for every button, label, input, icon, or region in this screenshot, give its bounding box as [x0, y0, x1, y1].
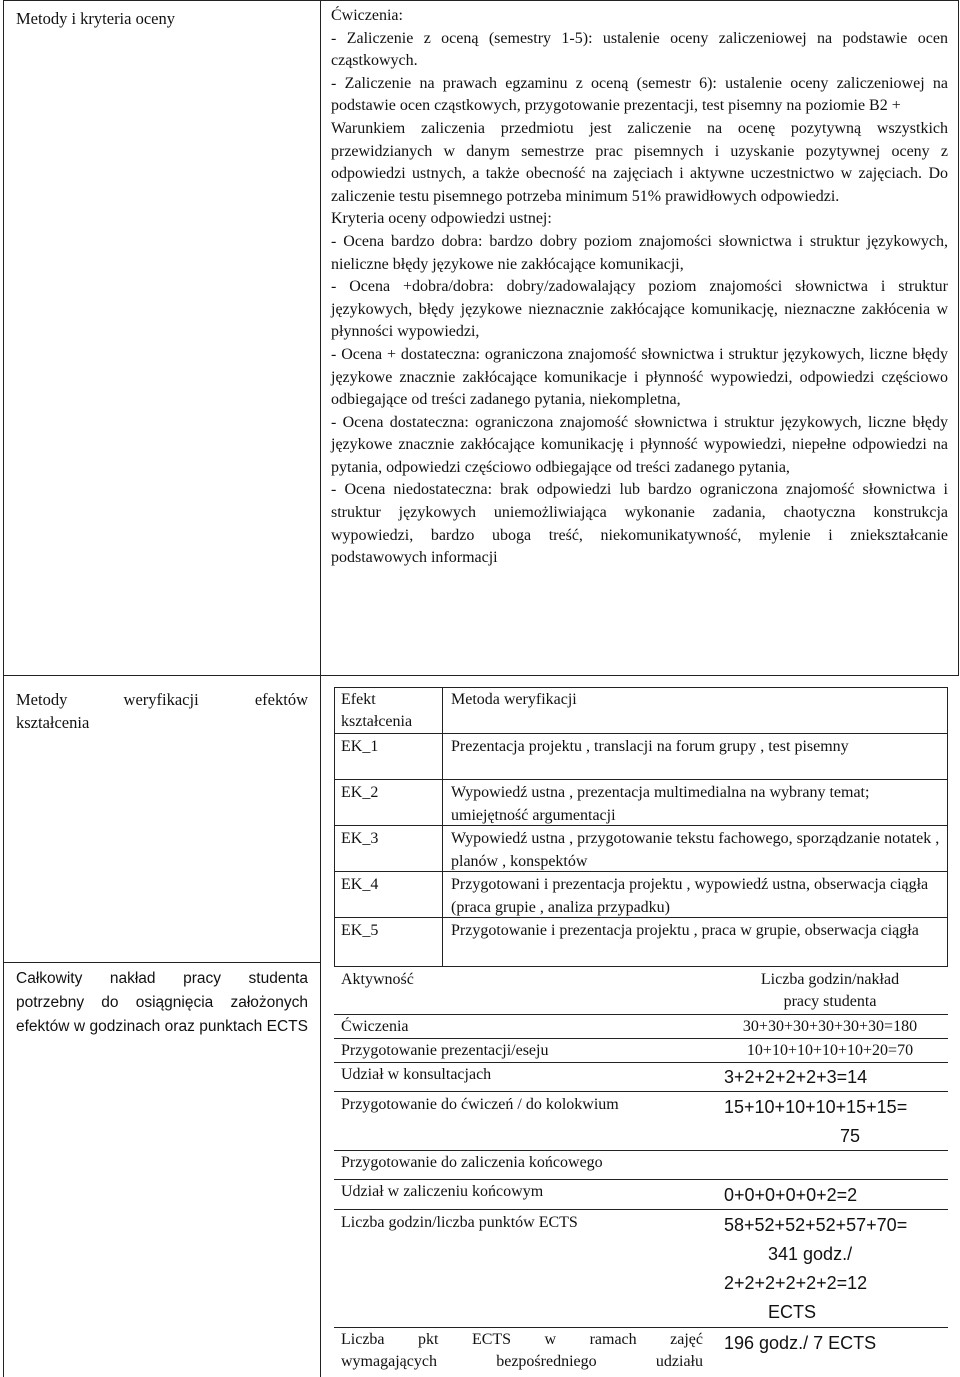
hours-ects-direct: 196 godz./ 7 ECTS — [724, 1333, 877, 1353]
criteria-paragraph-9: - Ocena niedostateczna: brak odpowiedzi lub bardzo ograniczona znajomość słownictwa i struktur językowych uniemożliwiająca wykonanie zadania, chaotyczna konstrukcja wypowiedzi, bardzo uboga treść, niekomunikatywność, mylenie i zniekształcanie podstawowych informacji — [331, 481, 948, 567]
hours-exercise-prep-line2: 75 — [840, 1126, 861, 1146]
col-method-header: Metoda weryfikacji — [451, 691, 577, 708]
efekt-method-2: Wypowiedź ustna , prezentacja multimedialna na wybrany temat; umiejętność argumentacji — [451, 784, 870, 824]
activity-final-prep: Przygotowanie do zaliczenia końcowego — [341, 1154, 603, 1171]
workload-label: Całkowity nakład pracy studenta potrzebny do osiągnięcia założonych efektów w godzinach oraz punktach ECTS — [16, 970, 308, 1035]
hours-total-line3: 2+2+2+2+2+2=12 — [724, 1273, 868, 1293]
criteria-paragraph-2: - Zaliczenie na prawach egzaminu z oceną (semestr 6): ustalenie oceny zaliczeniowej na podstawie ocen cząstkowych, przygotowanie prezentacji, test pisemny na poziomie B2 + — [331, 74, 948, 115]
activity-ects-direct-line2: wymagających bezpośredniego udziału — [341, 1353, 703, 1370]
hours-total-line2: 341 godz./ — [768, 1244, 853, 1264]
activity-total: Liczba godzin/liczba punktów ECTS — [341, 1214, 578, 1231]
criteria-paragraph-8: - Ocena dostateczna: ograniczona znajomość słownictwa i struktur językowych, liczne błędy językowe znacznie zakłócające komunikację i płynność wypowiedzi, niepełne odpowiedzi na pytania, odpowiedzi częściowo odbiegające od treści zadanego pytania, — [331, 413, 948, 476]
col-activity-header: Aktywność — [341, 971, 414, 988]
hours-final-participation: 0+0+0+0+0+2=2 — [724, 1185, 858, 1205]
verification-label-line2: kształcenia — [16, 713, 90, 732]
criteria-heading: Ćwiczenia: — [331, 7, 403, 24]
row-divider — [3, 675, 959, 676]
verification-label-line1: Metody weryfikacji efektów — [16, 690, 308, 709]
activity-exercise-prep: Przygotowanie do ćwiczeń / do kolokwium — [341, 1096, 619, 1113]
hours-total-line4: ECTS — [768, 1302, 817, 1322]
activity-consultations: Udział w konsultacjach — [341, 1066, 492, 1083]
col-hours-header-line1: Liczba godzin/nakład — [760, 971, 900, 988]
efekt-id-2: EK_2 — [341, 784, 379, 801]
table-border-left — [3, 0, 4, 1377]
criteria-text — [331, 5, 948, 570]
efekt-method-1: Prezentacja projektu , translacji na forum grupy , test pisemny — [451, 738, 849, 755]
hours-presentation-prep: 10+10+10+10+10+20=70 — [746, 1042, 914, 1059]
criteria-paragraph-6: - Ocena +dobra/dobra: dobry/zadowalający poziom znajomości słownictwa i struktur językowych, błędy językowe nieznacznie zakłócające komunikację, nieznaczne zakłócenia w płynności wypowiedzi, — [331, 278, 948, 341]
efekt-id-1: EK_1 — [341, 738, 379, 755]
criteria-paragraph-1: - Zaliczenie z oceną (semestry 1-5): ustalenie oceny zaliczeniowej na podstawie ocen cząstkowych. — [331, 29, 948, 70]
criteria-paragraph-5: - Ocena bardzo dobra: bardzo dobry poziom znajomości słownictwa i struktur językowych, nieliczne błędy językowe nie zakłócające komunikacji, — [331, 232, 948, 273]
hours-total-line1: 58+52+52+52+57+70= — [724, 1215, 908, 1235]
table-border-top — [3, 0, 958, 1]
hours-exercise-prep-line1: 15+10+10+10+15+15= — [724, 1097, 908, 1117]
col-efekt-header-line2: kształcenia — [341, 713, 413, 730]
activity-final-participation: Udział w zaliczeniu końcowym — [341, 1183, 544, 1200]
efekt-id-3: EK_3 — [341, 830, 379, 847]
efekt-method-3: Wypowiedź ustna , przygotowanie tekstu fachowego, sporządzanie notatek , planów , konspektów — [451, 830, 940, 870]
methods-label: Metody i kryteria oceny — [16, 9, 175, 28]
efekt-method-4: Przygotowani i prezentacja projektu , wypowiedź ustna, obserwacja ciągła (praca grupie , analiza przypadku) — [451, 876, 929, 916]
activity-presentation-prep: Przygotowanie prezentacji/eseju — [341, 1042, 549, 1059]
table-border-right — [958, 0, 959, 675]
row-divider-lower — [3, 962, 321, 963]
efekt-id-5: EK_5 — [341, 922, 379, 939]
hours-exercises: 30+30+30+30+30+30=180 — [742, 1018, 918, 1035]
activity-ects-direct-line1: Liczba pkt ECTS w ramach zajęć — [341, 1331, 703, 1348]
criteria-paragraph-4: Kryteria oceny odpowiedzi ustnej: — [331, 210, 552, 228]
col-efekt-header-line1: Efekt — [341, 691, 376, 708]
hours-consultations: 3+2+2+2+2+3=14 — [724, 1067, 868, 1087]
col-hours-header-line2: pracy studenta — [783, 993, 877, 1010]
criteria-paragraph-3: Warunkiem zaliczenia przedmiotu jest zaliczenie na ocenę pozytywną wszystkich przewidzianych w danym semestrze prac pisemnych i uzyskanie pozytywnej oceny z odpowiedzi ustnych, a także obecność na zajęciach i aktywne uczestnictwo w zajęciach. Do zaliczenie testu pisemnego potrzeba minimum 51% prawidłowych odpowiedzi. — [331, 119, 948, 205]
efekt-id-4: EK_4 — [341, 876, 379, 893]
column-divider — [320, 0, 321, 1377]
criteria-paragraph-7: - Ocena + dostateczna: ograniczona znajomość słownictwa i struktur językowych, liczne błędy językowe znacznie zakłócające komunikacje i płynność wypowiedzi, odpowiedzi częściowo odbiegające od treści zadanego pytania, niekompletna, — [331, 345, 948, 409]
efekt-method-5: Przygotowanie i prezentacja projektu , praca w grupie, obserwacja ciągła — [451, 922, 919, 939]
activity-exercises: Ćwiczenia — [341, 1018, 409, 1035]
